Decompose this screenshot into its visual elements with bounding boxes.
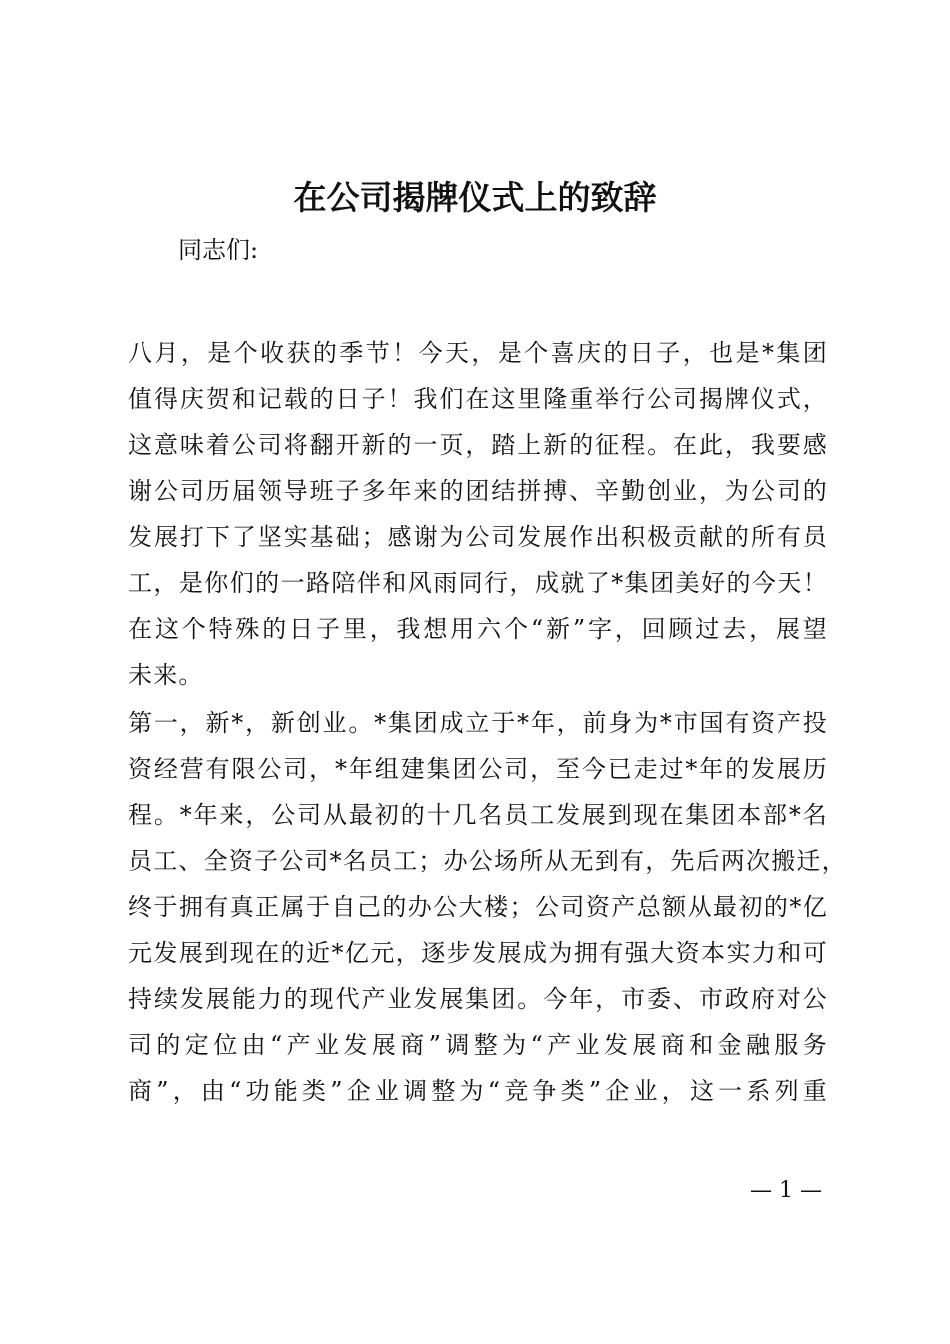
page-number: — 1 —	[750, 1178, 822, 1203]
paragraph-line: 在这个特殊的日子里，我想用六个“新”字，回顾过去，展望	[128, 615, 828, 643]
paragraph-line: 员工、全资子公司*名员工；办公场所从无到有，先后两次搬迁，	[128, 847, 847, 875]
paragraph-line: 元发展到现在的近*亿元，逐步发展成为拥有强大资本实力和可	[128, 939, 828, 967]
paragraph-line: 未来。	[128, 661, 204, 689]
paragraph-line: 终于拥有真正属于自己的办公大楼；公司资产总额从最初的*亿	[128, 893, 828, 921]
paragraph-line: 八月，是个收获的季节！今天，是个喜庆的日子，也是*集团	[128, 339, 828, 367]
paragraph-line: 持续发展能力的现代产业发展集团。今年，市委、市政府对公	[128, 985, 828, 1013]
paragraph-line: 司的定位由“产业发展商”调整为“产业发展商和金融服务	[128, 1031, 828, 1059]
paragraph-line: 资经营有限公司，*年组建集团公司，至今已走过*年的发展历	[128, 755, 828, 783]
paragraph-line: 第一，新*，新创业。*集团成立于*年，前身为*市国有资产投	[128, 709, 828, 737]
paragraph-line: 商”，由“功能类”企业调整为“竞争类”企业，这一系列重	[128, 1077, 828, 1105]
salutation: 同志们:	[178, 236, 259, 264]
paragraph-line: 程。*年来，公司从最初的十几名员工发展到现在集团本部*名	[128, 801, 828, 829]
paragraph-1	[128, 330, 828, 698]
paragraph-2	[128, 700, 847, 1114]
paragraph-line: 谢公司历届领导班子多年来的团结拼搏、辛勤创业，为公司的	[128, 477, 828, 505]
paragraph-line: 这意味着公司将翻开新的一页，踏上新的征程。在此，我要感	[128, 431, 828, 459]
paragraph-line: 发展打下了坚实基础；感谢为公司发展作出积极贡献的所有员	[128, 523, 828, 551]
paragraph-line: 值得庆贺和记载的日子！我们在这里隆重举行公司揭牌仪式，	[128, 385, 828, 413]
paragraph-line: 工，是你们的一路陪伴和风雨同行，成就了*集团美好的今天！	[128, 569, 828, 597]
document-title: 在公司揭牌仪式上的致辞	[293, 178, 657, 217]
